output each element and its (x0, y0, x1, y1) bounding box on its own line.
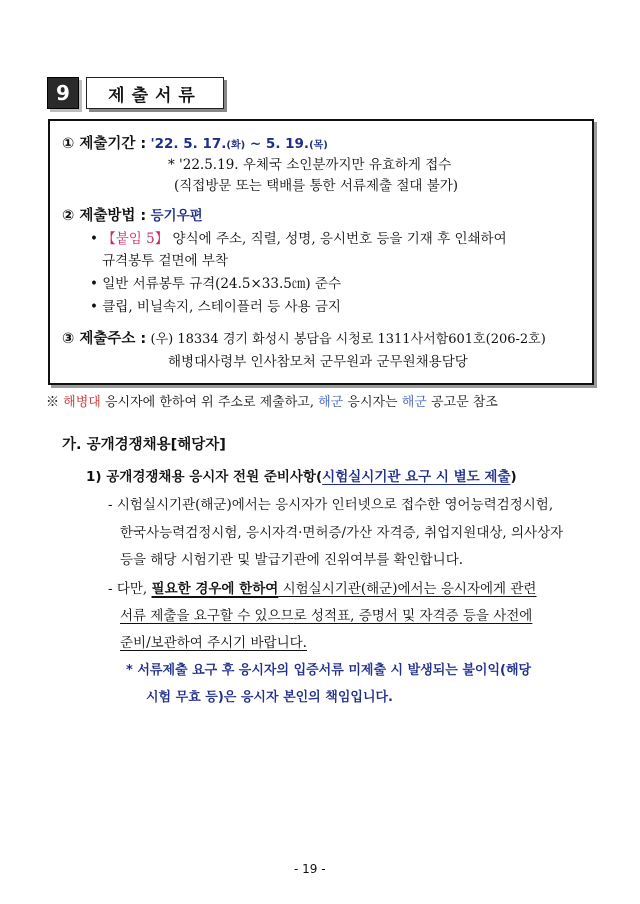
method-bullet-2: • 일반 서류봉투 규격(24.5×33.5㎝) 준수 (90, 276, 341, 292)
paragraph-2-line-3: 준비/보관하여 주시기 바랍니다. (120, 635, 307, 651)
method-label: ② 제출방법 : (62, 208, 147, 224)
deadline-note-1: * '22.5.19. 우체국 소인분까지만 유효하게 접수 (168, 157, 452, 173)
method-bullet-1: • 【붙임 5】 양식에 주소, 직렬, 성명, 응시번호 등을 기재 후 인쇄하여 (90, 231, 507, 247)
attachment-ref: 【붙임 5】 (102, 231, 169, 247)
deadline-value: '22. 5. 17.(화) ~ 5. 19.(목) (150, 136, 328, 152)
deadline-row (62, 135, 328, 155)
subsection-heading: 1) 공개경쟁채용 응시자 전원 준비사항(시험실시기관 요구 시 별도 제출) (86, 469, 517, 485)
paragraph-1-line-1: - 시험실시기관(해군)에서는 응시자가 인터넷으로 접수한 영어능력검정시험, (108, 497, 554, 513)
paragraph-2-line-1: - 다만, 필요한 경우에 한하여 시험실시기관(해군)에서는 응시자에게 관련 (108, 581, 537, 597)
method-row (62, 207, 203, 225)
subsection-title: 가. 공개경쟁채용[해당자] (62, 437, 226, 453)
paragraph-1-line-2: 한국사능력검정시험, 응시자격·면허증/가산 자격증, 취업지원대상, 의사상자 (120, 525, 564, 541)
navy-text-1: 해군 (318, 395, 344, 410)
deadline-label: ① 제출기간 : (62, 136, 147, 152)
section-number: 9 (47, 77, 79, 109)
method-value: 등기우편 (150, 208, 203, 224)
warning-line-1: * 서류제출 요구 후 응시자의 입증서류 미제출 시 발생되는 불이익(해당 (126, 663, 532, 678)
paragraph-2-emphasis: 필요한 경우에 한하여 (151, 581, 279, 597)
address-line-1: (우) 18334 경기 화성시 봉담읍 시청로 1311사서함601호(206-2호) (150, 332, 546, 347)
address-line-2: 해병대사령부 인사참모처 군무원과 군무원채용담당 (168, 354, 468, 370)
submission-note: ※ 해병대 응시자에 한하여 위 주소로 제출하고, 해군 응시자는 해군 공고문 참조 (46, 395, 498, 410)
navy-text-2: 해군 (401, 395, 427, 410)
deadline-note-2: (직접방문 또는 택배를 통한 서류제출 절대 불가) (174, 178, 459, 194)
method-bullet-3: • 클립, 비닐속지, 스테이플러 등 사용 금지 (90, 299, 341, 315)
heading-highlight: 시험실시기관 요구 시 별도 제출 (322, 469, 511, 485)
method-bullet-1-cont: 규격봉투 겉면에 부착 (102, 253, 228, 269)
address-label: ③ 제출주소 : (62, 331, 147, 347)
submission-info-box (48, 119, 594, 385)
page-number: - 19 - (294, 862, 326, 876)
paragraph-1-line-3: 등을 해당 시험기관 및 발급기관에 진위여부를 확인합니다. (120, 552, 464, 568)
warning-line-2: 시험 무효 등)은 응시자 본인의 책임입니다. (146, 690, 393, 705)
section-title: 제출서류 (86, 77, 224, 109)
address-row (62, 330, 546, 349)
marine-corps-text: 해병대 (63, 395, 101, 410)
paragraph-2-line-2: 서류 제출을 요구할 수 있으므로 성적표, 증명서 및 자격증 등을 사전에 (120, 608, 533, 624)
